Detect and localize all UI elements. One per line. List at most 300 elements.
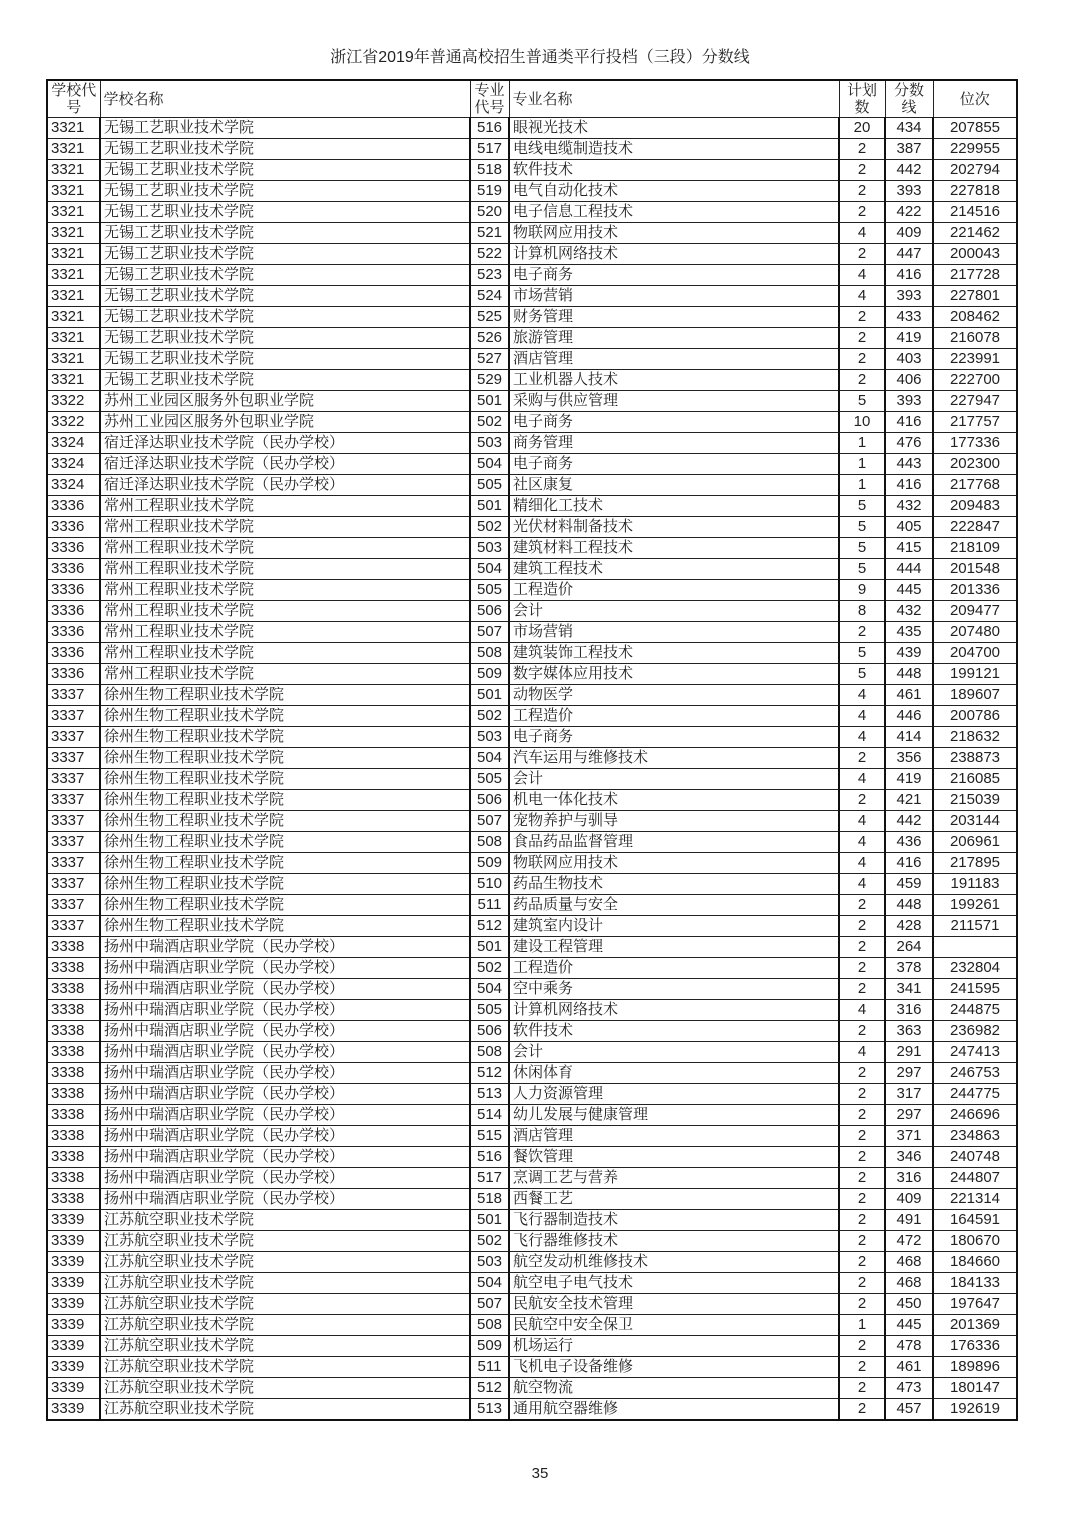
major-name-cell: 电线电缆制造技术 xyxy=(509,139,839,160)
min-score-cell: 491 xyxy=(885,1210,933,1231)
major-name-cell: 物联网应用技术 xyxy=(509,853,839,874)
school-code-cell: 3336 xyxy=(47,517,100,538)
school-code-cell: 3337 xyxy=(47,811,100,832)
table-row xyxy=(47,181,1017,202)
table-row xyxy=(47,643,1017,664)
major-code-cell: 515 xyxy=(470,1126,509,1147)
plan-count-cell: 5 xyxy=(839,391,885,412)
rank-cell: 241595 xyxy=(933,979,1017,1000)
plan-count-cell: 4 xyxy=(839,706,885,727)
plan-count-cell: 4 xyxy=(839,223,885,244)
rank-cell: 223991 xyxy=(933,349,1017,370)
school-code-cell: 3336 xyxy=(47,664,100,685)
plan-count-cell: 2 xyxy=(839,1252,885,1273)
major-code-cell: 509 xyxy=(470,664,509,685)
school-name-cell: 无锡工艺职业技术学院 xyxy=(100,244,470,265)
school-code-cell: 3321 xyxy=(47,286,100,307)
major-name-cell: 餐饮管理 xyxy=(509,1147,839,1168)
major-code-cell: 502 xyxy=(470,1231,509,1252)
min-score-cell: 444 xyxy=(885,559,933,580)
table-row xyxy=(47,1189,1017,1210)
plan-count-cell: 2 xyxy=(839,1294,885,1315)
min-score-cell: 433 xyxy=(885,307,933,328)
major-name-cell: 工业机器人技术 xyxy=(509,370,839,391)
major-name-cell: 飞行器制造技术 xyxy=(509,1210,839,1231)
min-score-cell: 439 xyxy=(885,643,933,664)
school-name-cell: 扬州中瑞酒店职业学院（民办学校） xyxy=(100,1126,470,1147)
school-code-cell: 3338 xyxy=(47,1189,100,1210)
major-code-cell: 505 xyxy=(470,769,509,790)
school-code-cell: 3338 xyxy=(47,937,100,958)
plan-count-cell: 2 xyxy=(839,1084,885,1105)
major-name-cell: 机场运行 xyxy=(509,1336,839,1357)
table-row xyxy=(47,139,1017,160)
min-score-cell: 416 xyxy=(885,265,933,286)
min-score-cell: 442 xyxy=(885,160,933,181)
plan-count-cell: 4 xyxy=(839,769,885,790)
rank-cell: 201369 xyxy=(933,1315,1017,1336)
table-row xyxy=(47,160,1017,181)
min-score-cell: 448 xyxy=(885,664,933,685)
plan-count-cell: 4 xyxy=(839,727,885,748)
table-row xyxy=(47,265,1017,286)
table-row xyxy=(47,979,1017,1000)
major-name-cell: 酒店管理 xyxy=(509,1126,839,1147)
major-name-cell: 西餐工艺 xyxy=(509,1189,839,1210)
plan-count-cell: 2 xyxy=(839,958,885,979)
major-code-cell: 514 xyxy=(470,1105,509,1126)
major-code-cell: 516 xyxy=(470,118,509,139)
min-score-cell: 416 xyxy=(885,853,933,874)
school-code-cell: 3321 xyxy=(47,118,100,139)
major-name-cell: 社区康复 xyxy=(509,475,839,496)
rank-cell: 208462 xyxy=(933,307,1017,328)
school-code-cell: 3337 xyxy=(47,853,100,874)
school-name-cell: 江苏航空职业技术学院 xyxy=(100,1336,470,1357)
rank-cell: 192619 xyxy=(933,1399,1017,1421)
school-code-cell: 3339 xyxy=(47,1378,100,1399)
min-score-cell: 436 xyxy=(885,832,933,853)
school-code-cell: 3324 xyxy=(47,454,100,475)
plan-count-cell: 2 xyxy=(839,1357,885,1378)
school-code-cell: 3321 xyxy=(47,244,100,265)
school-name-cell: 扬州中瑞酒店职业学院（民办学校） xyxy=(100,1042,470,1063)
table-row xyxy=(47,874,1017,895)
school-code-cell: 3337 xyxy=(47,685,100,706)
table-row xyxy=(47,223,1017,244)
table-row xyxy=(47,1357,1017,1378)
plan-count-cell: 4 xyxy=(839,874,885,895)
plan-count-cell: 5 xyxy=(839,559,885,580)
min-score-cell: 422 xyxy=(885,202,933,223)
major-name-cell: 航空发动机维修技术 xyxy=(509,1252,839,1273)
min-score-cell: 341 xyxy=(885,979,933,1000)
min-score-cell: 291 xyxy=(885,1042,933,1063)
rank-cell: 240748 xyxy=(933,1147,1017,1168)
school-code-cell: 3338 xyxy=(47,979,100,1000)
major-name-cell: 物联网应用技术 xyxy=(509,223,839,244)
school-name-cell: 江苏航空职业技术学院 xyxy=(100,1231,470,1252)
school-code-cell: 3339 xyxy=(47,1231,100,1252)
school-name-cell: 无锡工艺职业技术学院 xyxy=(100,160,470,181)
school-code-cell: 3321 xyxy=(47,202,100,223)
major-name-cell: 电子商务 xyxy=(509,454,839,475)
major-name-cell: 休闲体育 xyxy=(509,1063,839,1084)
major-code-cell: 511 xyxy=(470,895,509,916)
rank-cell: 197647 xyxy=(933,1294,1017,1315)
school-name-cell: 扬州中瑞酒店职业学院（民办学校） xyxy=(100,1021,470,1042)
school-name-cell: 扬州中瑞酒店职业学院（民办学校） xyxy=(100,937,470,958)
school-code-cell: 3321 xyxy=(47,370,100,391)
table-row xyxy=(47,307,1017,328)
plan-count-cell: 2 xyxy=(839,1231,885,1252)
major-name-cell: 电气自动化技术 xyxy=(509,181,839,202)
header-plan: 计划数 xyxy=(839,80,885,118)
rank-cell: 177336 xyxy=(933,433,1017,454)
major-code-cell: 505 xyxy=(470,580,509,601)
table-row xyxy=(47,433,1017,454)
plan-count-cell: 2 xyxy=(839,202,885,223)
table-row xyxy=(47,391,1017,412)
school-code-cell: 3339 xyxy=(47,1294,100,1315)
plan-count-cell: 2 xyxy=(839,139,885,160)
table-row xyxy=(47,412,1017,433)
rank-cell: 244875 xyxy=(933,1000,1017,1021)
rank-cell: 180670 xyxy=(933,1231,1017,1252)
table-row xyxy=(47,475,1017,496)
major-name-cell: 飞行器维修技术 xyxy=(509,1231,839,1252)
plan-count-cell: 2 xyxy=(839,1147,885,1168)
school-code-cell: 3338 xyxy=(47,1063,100,1084)
min-score-cell: 472 xyxy=(885,1231,933,1252)
major-code-cell: 508 xyxy=(470,1042,509,1063)
school-name-cell: 扬州中瑞酒店职业学院（民办学校） xyxy=(100,1189,470,1210)
plan-count-cell: 9 xyxy=(839,580,885,601)
min-score-cell: 468 xyxy=(885,1252,933,1273)
school-name-cell: 徐州生物工程职业技术学院 xyxy=(100,895,470,916)
rank-cell: 189896 xyxy=(933,1357,1017,1378)
school-name-cell: 扬州中瑞酒店职业学院（民办学校） xyxy=(100,958,470,979)
rank-cell: 221314 xyxy=(933,1189,1017,1210)
major-code-cell: 504 xyxy=(470,454,509,475)
school-name-cell: 徐州生物工程职业技术学院 xyxy=(100,832,470,853)
major-name-cell: 计算机网络技术 xyxy=(509,244,839,265)
plan-count-cell: 1 xyxy=(839,475,885,496)
major-code-cell: 501 xyxy=(470,496,509,517)
min-score-cell: 459 xyxy=(885,874,933,895)
major-code-cell: 502 xyxy=(470,412,509,433)
major-code-cell: 527 xyxy=(470,349,509,370)
rank-cell: 191183 xyxy=(933,874,1017,895)
rank-cell: 164591 xyxy=(933,1210,1017,1231)
min-score-cell: 387 xyxy=(885,139,933,160)
table-row xyxy=(47,1231,1017,1252)
rank-cell: 209477 xyxy=(933,601,1017,622)
major-code-cell: 508 xyxy=(470,832,509,853)
school-code-cell: 3338 xyxy=(47,1147,100,1168)
plan-count-cell: 2 xyxy=(839,1168,885,1189)
table-row xyxy=(47,853,1017,874)
major-code-cell: 507 xyxy=(470,622,509,643)
rank-cell xyxy=(933,937,1017,958)
school-name-cell: 扬州中瑞酒店职业学院（民办学校） xyxy=(100,1147,470,1168)
rank-cell: 227818 xyxy=(933,181,1017,202)
major-name-cell: 采购与供应管理 xyxy=(509,391,839,412)
school-name-cell: 无锡工艺职业技术学院 xyxy=(100,328,470,349)
major-name-cell: 建设工程管理 xyxy=(509,937,839,958)
school-code-cell: 3336 xyxy=(47,643,100,664)
major-name-cell: 眼视光技术 xyxy=(509,118,839,139)
rank-cell: 203144 xyxy=(933,811,1017,832)
rank-cell: 227801 xyxy=(933,286,1017,307)
major-code-cell: 513 xyxy=(470,1399,509,1421)
table-row xyxy=(47,1210,1017,1231)
school-name-cell: 徐州生物工程职业技术学院 xyxy=(100,874,470,895)
major-name-cell: 幼儿发展与健康管理 xyxy=(509,1105,839,1126)
school-name-cell: 无锡工艺职业技术学院 xyxy=(100,286,470,307)
rank-cell: 189607 xyxy=(933,685,1017,706)
table-row xyxy=(47,1252,1017,1273)
school-code-cell: 3337 xyxy=(47,916,100,937)
major-code-cell: 505 xyxy=(470,1000,509,1021)
major-code-cell: 507 xyxy=(470,1294,509,1315)
min-score-cell: 316 xyxy=(885,1000,933,1021)
school-code-cell: 3339 xyxy=(47,1357,100,1378)
school-name-cell: 江苏航空职业技术学院 xyxy=(100,1294,470,1315)
plan-count-cell: 20 xyxy=(839,118,885,139)
min-score-cell: 406 xyxy=(885,370,933,391)
plan-count-cell: 2 xyxy=(839,916,885,937)
rank-cell: 206961 xyxy=(933,832,1017,853)
major-code-cell: 522 xyxy=(470,244,509,265)
table-row xyxy=(47,1336,1017,1357)
major-code-cell: 503 xyxy=(470,433,509,454)
major-code-cell: 518 xyxy=(470,1189,509,1210)
rank-cell: 217895 xyxy=(933,853,1017,874)
table-row xyxy=(47,580,1017,601)
table-row xyxy=(47,1105,1017,1126)
plan-count-cell: 2 xyxy=(839,1189,885,1210)
min-score-cell: 476 xyxy=(885,433,933,454)
min-score-cell: 378 xyxy=(885,958,933,979)
major-name-cell: 空中乘务 xyxy=(509,979,839,1000)
school-name-cell: 徐州生物工程职业技术学院 xyxy=(100,748,470,769)
table-row xyxy=(47,1168,1017,1189)
major-code-cell: 501 xyxy=(470,937,509,958)
table-row xyxy=(47,832,1017,853)
rank-cell: 214516 xyxy=(933,202,1017,223)
school-name-cell: 扬州中瑞酒店职业学院（民办学校） xyxy=(100,1000,470,1021)
school-name-cell: 常州工程职业技术学院 xyxy=(100,622,470,643)
plan-count-cell: 2 xyxy=(839,1210,885,1231)
min-score-cell: 403 xyxy=(885,349,933,370)
table-row xyxy=(47,1294,1017,1315)
school-code-cell: 3338 xyxy=(47,1021,100,1042)
school-name-cell: 宿迁泽达职业技术学院（民办学校） xyxy=(100,433,470,454)
plan-count-cell: 2 xyxy=(839,370,885,391)
plan-count-cell: 4 xyxy=(839,265,885,286)
major-name-cell: 商务管理 xyxy=(509,433,839,454)
school-code-cell: 3337 xyxy=(47,769,100,790)
plan-count-cell: 5 xyxy=(839,496,885,517)
min-score-cell: 415 xyxy=(885,538,933,559)
rank-cell: 244807 xyxy=(933,1168,1017,1189)
min-score-cell: 409 xyxy=(885,223,933,244)
major-name-cell: 建筑工程技术 xyxy=(509,559,839,580)
rank-cell: 217728 xyxy=(933,265,1017,286)
school-name-cell: 常州工程职业技术学院 xyxy=(100,580,470,601)
school-name-cell: 无锡工艺职业技术学院 xyxy=(100,139,470,160)
table-row xyxy=(47,895,1017,916)
min-score-cell: 316 xyxy=(885,1168,933,1189)
min-score-cell: 435 xyxy=(885,622,933,643)
major-code-cell: 502 xyxy=(470,517,509,538)
min-score-cell: 414 xyxy=(885,727,933,748)
school-code-cell: 3336 xyxy=(47,622,100,643)
plan-count-cell: 2 xyxy=(839,937,885,958)
table-row xyxy=(47,811,1017,832)
major-code-cell: 529 xyxy=(470,370,509,391)
plan-count-cell: 2 xyxy=(839,1105,885,1126)
major-code-cell: 510 xyxy=(470,874,509,895)
major-code-cell: 517 xyxy=(470,1168,509,1189)
major-code-cell: 526 xyxy=(470,328,509,349)
table-row xyxy=(47,1042,1017,1063)
rank-cell: 180147 xyxy=(933,1378,1017,1399)
major-name-cell: 软件技术 xyxy=(509,160,839,181)
major-code-cell: 512 xyxy=(470,916,509,937)
rank-cell: 216085 xyxy=(933,769,1017,790)
major-name-cell: 工程造价 xyxy=(509,958,839,979)
header-major-name: 专业名称 xyxy=(509,80,839,118)
table-row xyxy=(47,1021,1017,1042)
table-row xyxy=(47,1399,1017,1421)
min-score-cell: 346 xyxy=(885,1147,933,1168)
min-score-cell: 448 xyxy=(885,895,933,916)
document-title: 浙江省2019年普通高校招生普通类平行投档（三段）分数线 xyxy=(330,49,750,66)
table-row xyxy=(47,601,1017,622)
rank-cell: 202300 xyxy=(933,454,1017,475)
school-name-cell: 无锡工艺职业技术学院 xyxy=(100,265,470,286)
min-score-cell: 473 xyxy=(885,1378,933,1399)
rank-cell: 234863 xyxy=(933,1126,1017,1147)
plan-count-cell: 2 xyxy=(839,328,885,349)
major-code-cell: 504 xyxy=(470,559,509,580)
plan-count-cell: 1 xyxy=(839,433,885,454)
school-name-cell: 常州工程职业技术学院 xyxy=(100,643,470,664)
major-code-cell: 503 xyxy=(470,727,509,748)
rank-cell: 217757 xyxy=(933,412,1017,433)
table-row xyxy=(47,622,1017,643)
school-code-cell: 3336 xyxy=(47,496,100,517)
school-code-cell: 3337 xyxy=(47,748,100,769)
table-row xyxy=(47,1126,1017,1147)
table-row xyxy=(47,916,1017,937)
min-score-cell: 371 xyxy=(885,1126,933,1147)
rank-cell: 215039 xyxy=(933,790,1017,811)
min-score-cell: 356 xyxy=(885,748,933,769)
table-row xyxy=(47,286,1017,307)
plan-count-cell: 2 xyxy=(839,1378,885,1399)
school-code-cell: 3337 xyxy=(47,832,100,853)
school-name-cell: 常州工程职业技术学院 xyxy=(100,517,470,538)
rank-cell: 221462 xyxy=(933,223,1017,244)
school-code-cell: 3337 xyxy=(47,727,100,748)
school-name-cell: 徐州生物工程职业技术学院 xyxy=(100,727,470,748)
school-name-cell: 江苏航空职业技术学院 xyxy=(100,1315,470,1336)
rank-cell: 184660 xyxy=(933,1252,1017,1273)
major-name-cell: 会计 xyxy=(509,601,839,622)
plan-count-cell: 2 xyxy=(839,1063,885,1084)
major-code-cell: 501 xyxy=(470,1210,509,1231)
school-code-cell: 3322 xyxy=(47,391,100,412)
plan-count-cell: 1 xyxy=(839,1315,885,1336)
major-code-cell: 516 xyxy=(470,1147,509,1168)
major-code-cell: 501 xyxy=(470,685,509,706)
school-name-cell: 常州工程职业技术学院 xyxy=(100,601,470,622)
plan-count-cell: 2 xyxy=(839,748,885,769)
school-name-cell: 无锡工艺职业技术学院 xyxy=(100,349,470,370)
header-major-code: 专业代号 xyxy=(470,80,509,118)
min-score-cell: 416 xyxy=(885,475,933,496)
plan-count-cell: 2 xyxy=(839,1273,885,1294)
major-code-cell: 509 xyxy=(470,1336,509,1357)
page-number: 35 xyxy=(531,1465,549,1482)
school-code-cell: 3324 xyxy=(47,475,100,496)
school-name-cell: 江苏航空职业技术学院 xyxy=(100,1273,470,1294)
header-school-code: 学校代号 xyxy=(47,80,100,118)
school-name-cell: 常州工程职业技术学院 xyxy=(100,496,470,517)
school-code-cell: 3339 xyxy=(47,1399,100,1421)
min-score-cell: 297 xyxy=(885,1105,933,1126)
major-name-cell: 光伏材料制备技术 xyxy=(509,517,839,538)
table-row xyxy=(47,937,1017,958)
school-name-cell: 无锡工艺职业技术学院 xyxy=(100,181,470,202)
major-code-cell: 507 xyxy=(470,811,509,832)
school-code-cell: 3336 xyxy=(47,538,100,559)
school-name-cell: 苏州工业园区服务外包职业学院 xyxy=(100,391,470,412)
table-row xyxy=(47,727,1017,748)
min-score-cell: 443 xyxy=(885,454,933,475)
major-code-cell: 504 xyxy=(470,1273,509,1294)
table-row xyxy=(47,748,1017,769)
plan-count-cell: 2 xyxy=(839,1021,885,1042)
school-code-cell: 3321 xyxy=(47,265,100,286)
school-code-cell: 3338 xyxy=(47,1126,100,1147)
min-score-cell: 447 xyxy=(885,244,933,265)
table-row xyxy=(47,517,1017,538)
major-name-cell: 飞机电子设备维修 xyxy=(509,1357,839,1378)
major-code-cell: 518 xyxy=(470,160,509,181)
major-code-cell: 506 xyxy=(470,790,509,811)
rank-cell: 199121 xyxy=(933,664,1017,685)
school-code-cell: 3338 xyxy=(47,1000,100,1021)
table-row xyxy=(47,454,1017,475)
school-code-cell: 3322 xyxy=(47,412,100,433)
major-code-cell: 504 xyxy=(470,748,509,769)
major-name-cell: 民航空中安全保卫 xyxy=(509,1315,839,1336)
school-code-cell: 3339 xyxy=(47,1252,100,1273)
plan-count-cell: 5 xyxy=(839,517,885,538)
major-name-cell: 会计 xyxy=(509,1042,839,1063)
major-name-cell: 精细化工技术 xyxy=(509,496,839,517)
major-name-cell: 市场营销 xyxy=(509,622,839,643)
min-score-cell: 445 xyxy=(885,1315,933,1336)
major-name-cell: 软件技术 xyxy=(509,1021,839,1042)
min-score-cell: 434 xyxy=(885,118,933,139)
school-name-cell: 常州工程职业技术学院 xyxy=(100,559,470,580)
table-row xyxy=(47,664,1017,685)
